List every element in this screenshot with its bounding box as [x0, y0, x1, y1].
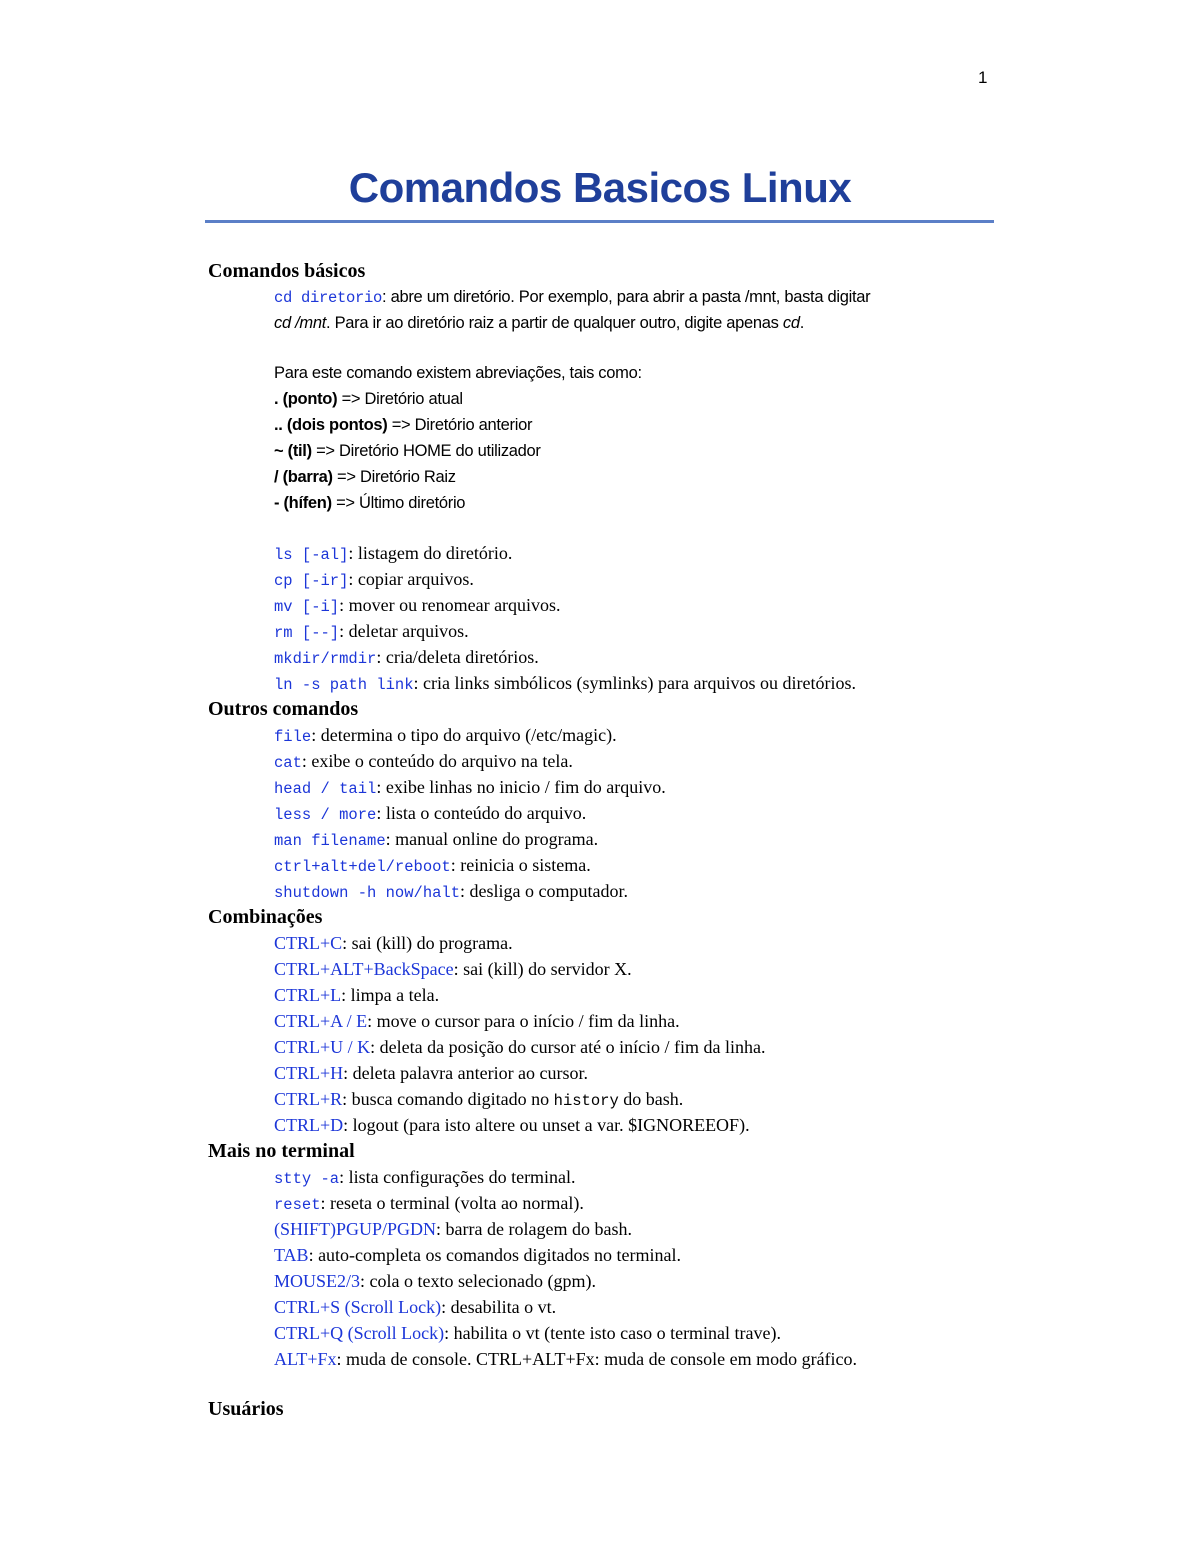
command-desc: : exibe linhas no inicio / fim do arquivo. [376, 777, 666, 797]
section-heading-basicos: Comandos básicos [208, 260, 366, 282]
command-name: less / more [274, 806, 377, 824]
command-name: shutdown -h now/halt [274, 884, 461, 902]
command-item [274, 722, 1008, 748]
abbrev-item [274, 412, 1008, 438]
shortcut-key: CTRL+C [274, 933, 343, 953]
command-name: ctrl+alt+del/reboot [274, 858, 451, 876]
shortcut-key: CTRL+S (Scroll Lock) [274, 1297, 442, 1317]
command-item [274, 540, 1008, 566]
shortcut-desc: : logout (para isto altere ou unset a var. $IGNOREEOF). [343, 1115, 750, 1135]
command-item [274, 774, 1008, 800]
command-desc: : cria/deleta diretórios. [376, 647, 539, 667]
command-item [274, 800, 1008, 826]
abbrev-item [274, 438, 1008, 464]
shortcut-desc-tail: do bash. [618, 1089, 684, 1109]
title-rule [205, 220, 994, 223]
abbrev-item [274, 490, 1008, 516]
shortcut-desc: : auto-completa os comandos digitados no terminal. [308, 1245, 681, 1265]
shortcut-key: MOUSE2/3 [274, 1271, 361, 1291]
shortcut-desc: : deleta palavra anterior ao cursor. [343, 1063, 589, 1083]
abbrev-desc: => Diretório Raiz [332, 468, 456, 486]
command-desc: : lista o conteúdo do arquivo. [376, 803, 587, 823]
shortcut-item [274, 956, 1008, 982]
command-desc: : reinicia o sistema. [450, 855, 591, 875]
abbrev-intro: Para este comando existem abreviações, tais como: [274, 364, 642, 382]
shortcut-desc: : sai (kill) do programa. [342, 933, 513, 953]
command-desc: : copiar arquivos. [348, 569, 474, 589]
command-name: rm [--] [274, 624, 340, 642]
shortcut-desc: : desabilita o vt. [441, 1297, 557, 1317]
abbrev-item [274, 464, 1008, 490]
cd-text-2: . Para ir ao diretório raiz a partir de qualquer outro, digite apenas [326, 314, 783, 332]
command-name: man filename [274, 832, 386, 850]
shortcut-item [274, 982, 1008, 1008]
cd-text-3: . [799, 314, 804, 332]
command-item [274, 592, 1008, 618]
abbrev-key: / (barra) [274, 468, 333, 486]
command-name: reset [274, 1196, 321, 1214]
cd-example-1: cd /mnt [274, 314, 327, 332]
shortcut-desc: : limpa a tela. [341, 985, 440, 1005]
shortcut-key: CTRL+H [274, 1063, 344, 1083]
terminal-item [274, 1294, 1008, 1320]
shortcut-desc: : deleta da posição do cursor até o início / fim da linha. [370, 1037, 766, 1057]
section-heading-usuarios: Usuários [208, 1398, 284, 1420]
shortcut-desc: : busca comando digitado no [342, 1089, 554, 1109]
abbrev-key: ~ (til) [274, 442, 312, 460]
command-name: cat [274, 754, 302, 772]
shortcut-key: CTRL+R [274, 1089, 343, 1109]
terminal-item [274, 1346, 1008, 1372]
shortcut-item [274, 1034, 1008, 1060]
command-name: mkdir/rmdir [274, 650, 377, 668]
cd-example-2: cd [782, 314, 800, 332]
terminal-item [274, 1216, 1008, 1242]
shortcut-key: CTRL+D [274, 1115, 344, 1135]
shortcut-item [274, 1112, 1008, 1138]
shortcut-key: CTRL+A / E [274, 1011, 368, 1031]
cd-text-1: : abre um diretório. Por exemplo, para abrir a pasta /mnt, basta digitar [382, 288, 871, 306]
abbrev-key: - (hífen) [274, 494, 332, 512]
shortcut-desc: : barra de rolagem do bash. [436, 1219, 632, 1239]
spacer [208, 336, 1008, 360]
command-desc: : deletar arquivos. [339, 621, 469, 641]
terminal-item [274, 1164, 1008, 1190]
command-name: file [274, 728, 312, 746]
command-name: ln -s path link [274, 676, 414, 694]
shortcut-key: CTRL+U / K [274, 1037, 371, 1057]
shortcut-key: TAB [274, 1245, 309, 1265]
shortcut-key: CTRL+L [274, 985, 342, 1005]
shortcut-desc: : sai (kill) do servidor X. [453, 959, 632, 979]
spacer [208, 516, 1008, 540]
terminal-item [274, 1242, 1008, 1268]
shortcut-key: CTRL+ALT+BackSpace [274, 959, 454, 979]
command-desc: : listagem do diretório. [348, 543, 513, 563]
command-name: cp [-ir] [274, 572, 349, 590]
abbrev-desc: => Diretório HOME do utilizador [311, 442, 541, 460]
shortcut-item [274, 1060, 1008, 1086]
command-name: ls [-al] [274, 546, 349, 564]
shortcut-desc: : habilita o vt (tente isto caso o terminal trave). [444, 1323, 782, 1343]
terminal-item [274, 1268, 1008, 1294]
terminal-item [274, 1190, 1008, 1216]
shortcut-item [274, 930, 1008, 956]
page-number: 1 [978, 68, 988, 87]
cd-description-line1 [274, 284, 1008, 310]
command-name: stty -a [274, 1170, 340, 1188]
abbrev-desc: => Diretório atual [337, 390, 463, 408]
abbrev-desc: => Diretório anterior [387, 416, 533, 434]
command-desc: : lista configurações do terminal. [339, 1167, 576, 1187]
command-desc: : reseta o terminal (volta ao normal). [320, 1193, 584, 1213]
command-desc: : manual online do programa. [385, 829, 599, 849]
cd-description-line2 [274, 310, 1008, 336]
command-desc: : determina o tipo do arquivo (/etc/magic). [311, 725, 617, 745]
command-name: mv [-i] [274, 598, 340, 616]
cd-command: cd diretorio [274, 289, 383, 307]
command-item [274, 566, 1008, 592]
section-heading-combinacoes: Combinações [208, 906, 323, 928]
section-heading-terminal: Mais no terminal [208, 1140, 355, 1162]
shortcut-desc: : cola o texto selecionado (gpm). [360, 1271, 596, 1291]
command-desc: : mover ou renomear arquivos. [339, 595, 561, 615]
page-title: Comandos Basicos Linux [348, 164, 852, 211]
shortcut-item [274, 1008, 1008, 1034]
command-item [274, 748, 1008, 774]
command-item [274, 644, 1008, 670]
abbrev-key: . (ponto) [274, 390, 338, 408]
command-item [274, 670, 1008, 696]
shortcut-key: CTRL+Q (Scroll Lock) [274, 1323, 445, 1343]
command-desc: : cria links simbólicos (symlinks) para arquivos ou diretórios. [413, 673, 856, 693]
spacer [208, 1372, 1008, 1396]
abbrev-desc: => Último diretório [331, 494, 466, 512]
shortcut-item [274, 1086, 1008, 1112]
command-item [274, 878, 1008, 904]
shortcut-key: (SHIFT)PGUP/PGDN [274, 1219, 437, 1239]
abbrev-key: .. (dois pontos) [274, 416, 388, 434]
abbrev-item [274, 386, 1008, 412]
command-item [274, 826, 1008, 852]
command-desc: : exibe o conteúdo do arquivo na tela. [301, 751, 573, 771]
command-item [274, 852, 1008, 878]
command-name: head / tail [274, 780, 377, 798]
command-desc: : desliga o computador. [460, 881, 628, 901]
shortcut-key: ALT+Fx [274, 1349, 337, 1369]
history-keyword: history [553, 1092, 619, 1110]
document-body [208, 258, 1008, 1422]
terminal-item [274, 1320, 1008, 1346]
section-heading-outros: Outros comandos [208, 698, 359, 720]
shortcut-desc: : move o cursor para o início / fim da linha. [367, 1011, 680, 1031]
command-item [274, 618, 1008, 644]
shortcut-desc: : muda de console. CTRL+ALT+Fx: muda de console em modo gráfico. [336, 1349, 858, 1369]
